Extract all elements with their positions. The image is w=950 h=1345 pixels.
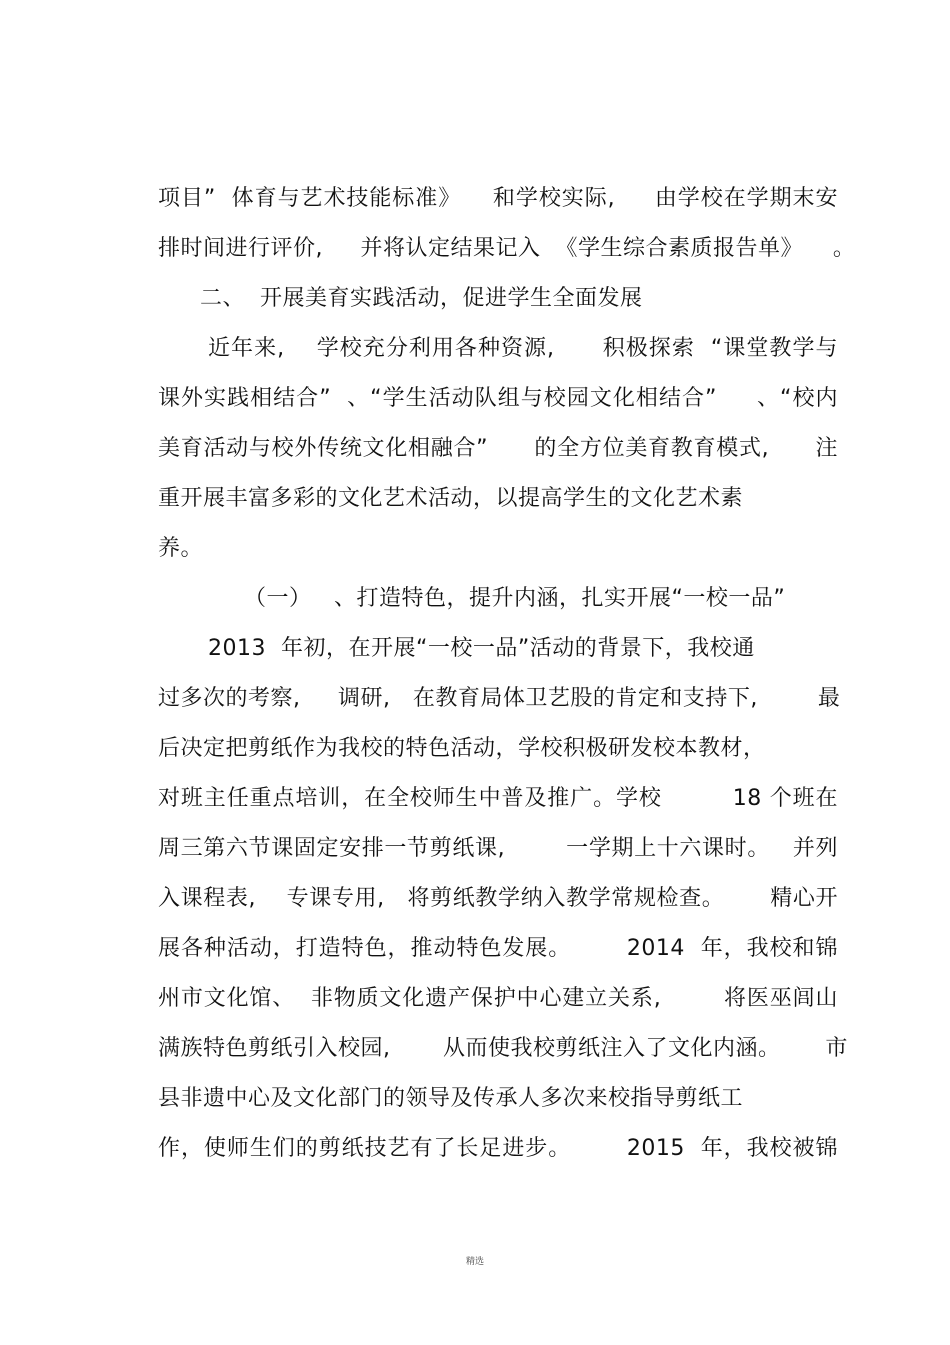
subsection-heading: （一） 、打造特色，提升内涵，扎实开展“一校一品” <box>244 586 786 611</box>
text-line-1: 项目” 体育与艺术技能标准》 和学校实际, 由学校在学期末安 <box>158 186 838 211</box>
text-line-2: 排时间进行评价, 并将认定结果记入 《学生综合素质报告单》 。 <box>158 236 856 261</box>
section-heading: 二、 开展美育实践活动，促进学生全面发展 <box>200 286 643 311</box>
text-line-5: 课外实践相结合” 、“学生活动队组与校园文化相结合” 、“校内 <box>158 386 838 411</box>
text-line-10: 2013 年初，在开展“一校一品”活动的背景下，我校通 <box>208 636 755 661</box>
text-line-8: 养。 <box>158 536 204 561</box>
text-line-20: 作，使师生们的剪纸技艺有了长足进步。 2015 年，我校被锦 <box>158 1136 838 1161</box>
text-line-6: 美育活动与校外传统文化相融合” 的全方位美育教育模式, 注 <box>158 436 838 461</box>
text-line-11: 过多次的考察, 调研, 在教育局体卫艺股的肯定和支持下, 最 <box>158 686 841 711</box>
text-line-12: 后决定把剪纸作为我校的特色活动，学校积极研发校本教材， <box>158 736 766 761</box>
text-line-4: 近年来, 学校充分利用各种资源, 积极探索 “课堂教学与 <box>208 336 838 361</box>
text-line-19: 县非遗中心及文化部门的领导及传承人多次来校指导剪纸工 <box>158 1086 744 1111</box>
text-line-15: 入课程表, 专课专用, 将剪纸教学纳入教学常规检查。 精心开 <box>158 886 838 911</box>
text-line-13: 对班主任重点培训，在全校师生中普及推广。学校 18 个班在 <box>158 786 838 811</box>
text-line-18: 满族特色剪纸引入校园, 从而使我校剪纸注入了文化内涵。 市 <box>158 1036 848 1061</box>
text-line-16: 展各种活动，打造特色，推动特色发展。 2014 年，我校和锦 <box>158 936 838 961</box>
text-line-14: 周三第六节课固定安排一节剪纸课, 一学期上十六课时。 并列 <box>158 836 838 861</box>
text-line-17: 州市文化馆、 非物质文化遗产保护中心建立关系, 将医巫闾山 <box>158 986 838 1011</box>
page-footer: 精选 <box>465 1257 484 1267</box>
text-line-7: 重开展丰富多彩的文化艺术活动，以提高学生的文化艺术素 <box>158 486 744 511</box>
